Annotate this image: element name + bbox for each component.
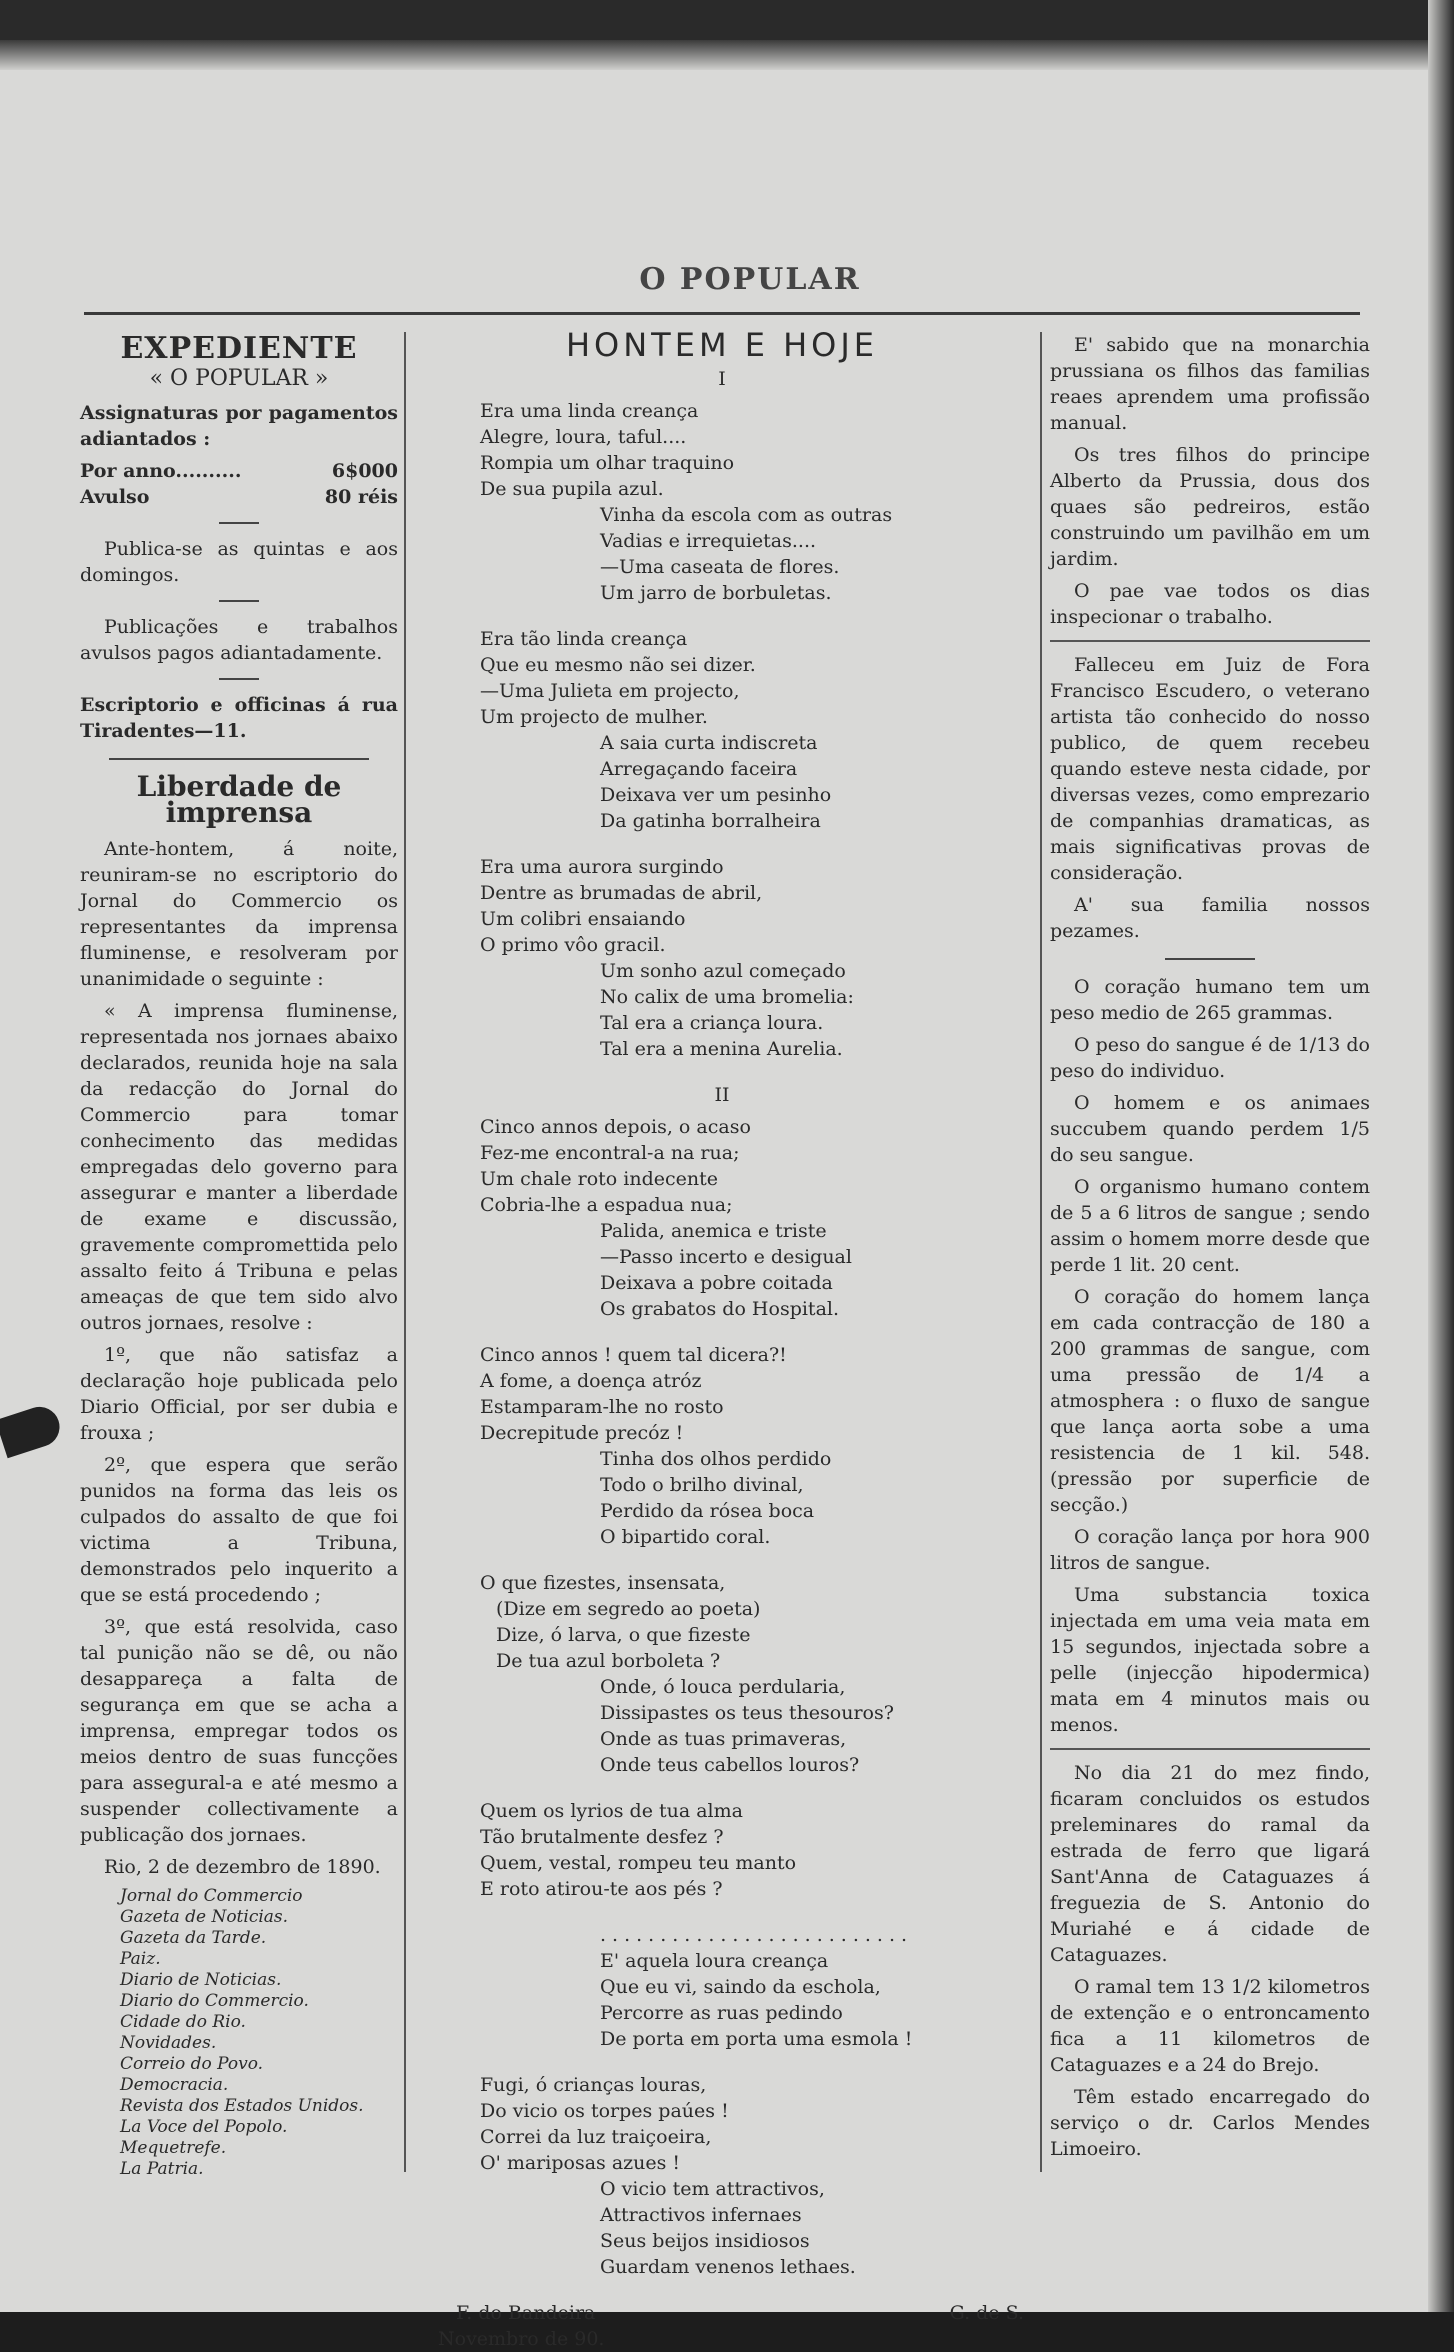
poem-line: Um projecto de mulher. <box>480 706 708 728</box>
note-paragraph: O peso do sangue é de 1/13 do peso do individuo. <box>1050 1034 1370 1082</box>
poem-line: Arregaçando faceira <box>600 758 798 780</box>
poem-part-2 <box>420 1114 1024 2280</box>
poem-line: Vinha da escola com as outras <box>600 504 893 526</box>
poem-line: E' aquela loura creança <box>600 1950 829 1972</box>
poem-line: Estamparam-lhe no rosto <box>480 1396 724 1418</box>
poem-line: De sua pupila azul. <box>480 478 664 500</box>
poem-stanza <box>420 626 1024 834</box>
signatory: Revista dos Estados Unidos. <box>120 2096 364 2116</box>
expediente-heading: EXPEDIENTE <box>120 331 358 366</box>
signatory: Mequetrefe. <box>120 2138 227 2158</box>
poem-line: Um sonho azul começado <box>600 960 846 982</box>
signatory: Diario de Noticias. <box>120 1970 282 1990</box>
column-expediente <box>80 332 398 2180</box>
divider <box>1165 958 1255 960</box>
poem-line: Era uma linda creança <box>480 400 699 422</box>
poem-line: De tua azul borboleta ? <box>496 1650 721 1672</box>
por-anno-value: 6$000 <box>331 460 398 482</box>
poem-line: Cobria-lhe a espadua nua; <box>480 1194 733 1216</box>
avulso-value: 80 réis <box>324 486 398 508</box>
poem-line: Dissipastes os teus thesouros? <box>600 1702 894 1724</box>
poem-line: Dentre as brumadas de abril, <box>480 882 763 904</box>
signatory: Gazeta da Tarde. <box>120 1928 267 1948</box>
poem-line: Um chale roto indecente <box>480 1168 718 1190</box>
poem-date: Novembro de 90. <box>438 2328 605 2350</box>
poem-line: Que eu vi, saindo da eschola, <box>600 1976 881 1998</box>
poem-line: Tão brutalmente desfez ? <box>480 1826 724 1848</box>
article-paragraph: Ante-hontem, á noite, reuniram-se no escriptorio do Jornal do Commercio os representantes da imprensa fluminense, e resolveram por unanimidade o seguinte : <box>80 838 398 990</box>
note-paragraph: O ramal tem 13 1/2 kilometros de extenção e o entroncamento fica a 11 kilometros de Cataguazes e a 24 do Brejo. <box>1050 1976 1370 2076</box>
masthead: O POPULAR <box>639 262 861 297</box>
poem-line: Decrepitude precóz ! <box>480 1422 684 1444</box>
poem-stanza <box>420 1570 1024 1778</box>
poem-line: Seus beijos insidiosos <box>600 2230 810 2252</box>
por-anno-label: Por anno.......... <box>80 460 242 482</box>
poem-line: Do vicio os torpes paúes ! <box>480 2100 729 2122</box>
signatory-list <box>80 1886 398 2180</box>
note-paragraph: O coração do homem lança em cada contracção de 180 a 200 grammas de sangue, com uma pressão de 1/4 a atmosphera : o fluxo de sangue que lança aorta sobe a uma resistencia de 1 kil. 548. (pressão por superficie de secção.) <box>1050 1286 1370 1516</box>
poem-line: E roto atirou-te aos pés ? <box>480 1878 723 1900</box>
poem-line: Dize, ó larva, o que fizeste <box>496 1624 751 1646</box>
article-paragraph: 1º, que não satisfaz a declaração hoje publicada pelo Diario Official, por ser dubia e frouxa ; <box>80 1344 398 1444</box>
avulso-label: Avulso <box>80 486 150 508</box>
column-poem <box>420 326 1024 2352</box>
expediente-subtitle: « O POPULAR » <box>149 366 329 391</box>
article-paragraph: « A imprensa fluminense, representada nos jornaes abaixo declarados, reunida hoje na sala da redacção do Jornal do Commercio para tomar conhecimento das medidas empregadas delo governo para assegurar e manter a liberdade de exame e discussão, gravemente compromettida pelo assalto feito á Tribuna e pelas ameaças de que tem sido alvo outros jornaes, resolve : <box>80 1000 398 1334</box>
poem-line: Quem os lyrios de tua alma <box>480 1800 743 1822</box>
poem-line: —Uma caseata de flores. <box>600 556 840 578</box>
poem-part-number: I <box>718 368 726 390</box>
publica-note: Publica-se as quintas e aos domingos. <box>80 538 398 586</box>
poem-line: Fugi, ó crianças louras, <box>480 2074 707 2096</box>
poem-line: Tinha dos olhos perdido <box>600 1448 832 1470</box>
poem-line: Era uma aurora surgindo <box>480 856 724 878</box>
signatory: Gazeta de Noticias. <box>120 1907 289 1927</box>
poem-line: Attractivos infernaes <box>600 2204 802 2226</box>
poem-line: —Passo incerto e desigual <box>600 1246 852 1268</box>
poem-line: Correi da luz traiçoeira, <box>480 2126 712 2148</box>
poem-line: De porta em porta uma esmola ! <box>600 2028 913 2050</box>
poem-title: HONTEM E HOJE <box>565 326 879 364</box>
signatory: La Voce del Popolo. <box>120 2117 288 2137</box>
poem-part-number: II <box>714 1084 730 1106</box>
poem-part-1 <box>420 398 1024 1062</box>
poem-line: Um colibri ensaiando <box>480 908 686 930</box>
poem-line: Cinco annos depois, o acaso <box>480 1116 751 1138</box>
article-paragraph: 2º, que espera que serão punidos na forma das leis os culpados do assalto de que foi victima a Tribuna, demonstrados pelo inquerito a que se está procedendo ; <box>80 1454 398 1606</box>
poem-line: Alegre, loura, taful.... <box>480 426 687 448</box>
poem-line: Da gatinha borralheira <box>600 810 821 832</box>
ornament-rule <box>109 758 369 760</box>
poem-line: Quem, vestal, rompeu teu manto <box>480 1852 797 1874</box>
note-paragraph: Falleceu em Juiz de Fora Francisco Escudero, o veterano artista tão conhecido do nosso publico, de quem recebeu quando esteve nesta cidade, por diversas vezes, como emprezario de companhias dramaticas, as mais significativas provas de consideração. <box>1050 654 1370 884</box>
price-row-avulso <box>80 484 398 510</box>
note-paragraph: Têm estado encarregado do serviço o dr. Carlos Mendes Limoeiro. <box>1050 2086 1370 2160</box>
poem-line: Um jarro de borbuletas. <box>600 582 832 604</box>
poem-line: Rompia um olhar traquino <box>480 452 735 474</box>
poem-line: O vicio tem attractivos, <box>600 2178 825 2200</box>
poem-stanza <box>420 1948 1024 2052</box>
poem-line: Percorre as ruas pedindo <box>600 2002 843 2024</box>
poem-line: Todo o brilho divinal, <box>600 1474 804 1496</box>
column-notes <box>1050 332 1370 2168</box>
poem-line: A fome, a doença atróz <box>480 1370 702 1392</box>
signatory: Novidades. <box>120 2033 217 2053</box>
poem-line: —Uma Julieta em projecto, <box>480 680 740 702</box>
poem-line: Era tão linda creança <box>480 628 688 650</box>
poem-line: Onde as tuas primaveras, <box>600 1728 847 1750</box>
signatory: Democracia. <box>120 2075 229 2095</box>
article-title: Liberdade de imprensa <box>136 770 342 829</box>
pen-tip <box>0 1402 65 1459</box>
note-paragraph: Os tres filhos do principe Alberto da Prussia, dous dos quaes são pedreiros, estão construindo um pavilhão em um jardim. <box>1050 444 1370 570</box>
poem-line: A saia curta indiscreta <box>600 732 818 754</box>
poem-line: O que fizestes, insensata, <box>480 1572 726 1594</box>
poem-stanza <box>420 398 1024 606</box>
poem-line: Que eu mesmo não sei dizer. <box>480 654 756 676</box>
note-paragraph: O coração humano tem um peso medio de 265 grammas. <box>1050 976 1370 1024</box>
note-paragraph: O coração lança por hora 900 litros de sangue. <box>1050 1526 1370 1574</box>
poem-line: No calix de uma bromelia: <box>600 986 854 1008</box>
poem-line: Deixava ver um pesinho <box>600 784 832 806</box>
note-paragraph: Uma substancia toxica injectada em uma veia mata em 15 segundos, injectada sobre a pelle (injecção hipodermica) mata em 4 minutos mais ou menos. <box>1050 1584 1370 1736</box>
article-paragraph: 3º, que está resolvida, caso tal punição não se dê, ou não desappareça a falta de segurança em que se acha a imprensa, empregar todos os meios dentro de suas funcções para assegural-a e até mesmo a suspender collectivamente a publicação dos jornaes. <box>80 1616 398 1846</box>
poem-stanza <box>420 854 1024 1062</box>
note-paragraph: E' sabido que na monarchia prussiana os filhos das familias reaes aprendem uma profissão manual. <box>1050 334 1370 434</box>
poem-line: Onde, ó louca perdularia, <box>600 1676 846 1698</box>
column-rule-1 <box>404 332 406 2172</box>
header-rule <box>84 312 1360 315</box>
poem-stanza <box>420 1114 1024 1322</box>
note-paragraph: A' sua familia nossos pezames. <box>1050 894 1370 942</box>
poem-dotted-separator: .......................... <box>600 1924 914 1946</box>
poem-line: Tal era a criança loura. <box>600 1012 824 1034</box>
poem-line: Tal era a menina Aurelia. <box>600 1038 843 1060</box>
signatory: Cidade do Rio. <box>120 2012 246 2032</box>
poem-line: Onde teus cabellos louros? <box>600 1754 860 1776</box>
divider <box>219 522 259 524</box>
signatory: Correio do Povo. <box>120 2054 264 2074</box>
poem-line: Perdido da rósea boca <box>600 1500 815 1522</box>
divider <box>219 678 259 680</box>
dateline: Rio, 2 de dezembro de 1890. <box>104 1856 381 1878</box>
poem-line: O' mariposas azues ! <box>480 2152 681 2174</box>
poem-line: Guardam venenos lethaes. <box>600 2256 856 2278</box>
publicacoes-note: Publicações e trabalhos avulsos pagos adiantadamente. <box>80 616 398 664</box>
poem-footer <box>420 2300 1024 2352</box>
poem-place: F. do Bandeira <box>456 2302 596 2324</box>
poem-line: O primo vôo gracil. <box>480 934 666 956</box>
signatory: Paiz. <box>120 1949 161 1969</box>
price-row-anno <box>80 458 398 484</box>
escriptorio-note: Escriptorio e officinas á rua Tiradentes—11. <box>80 694 398 742</box>
note-paragraph: O homem e os animaes succubem quando perdem 1/5 do seu sangue. <box>1050 1092 1370 1166</box>
divider <box>1050 640 1370 642</box>
poem-place-date <box>420 2300 604 2352</box>
note-paragraph: O pae vae todos os dias inspecionar o trabalho. <box>1050 580 1370 628</box>
divider <box>219 600 259 602</box>
scan-top-shadow <box>0 40 1454 70</box>
divider <box>1050 1748 1370 1750</box>
note-paragraph: O organismo humano contem de 5 a 6 litros de sangue ; sendo assim o homem morre desde que perde 1 lit. 20 cent. <box>1050 1176 1370 1276</box>
assignaturas-line: Assignaturas por pagamentos adiantados : <box>80 402 398 450</box>
poem-line: Vadias e irrequietas.... <box>600 530 817 552</box>
poem-line: Palida, anemica e triste <box>600 1220 827 1242</box>
column-rule-2 <box>1040 332 1042 2172</box>
poem-line: O bipartido coral. <box>600 1526 771 1548</box>
signatory: La Patria. <box>120 2159 204 2179</box>
poem-stanza <box>420 1798 1024 1902</box>
poem-line: Fez-me encontral-a na rua; <box>480 1142 740 1164</box>
scan-right-edge <box>1428 0 1454 2312</box>
poem-stanza <box>420 1342 1024 1550</box>
signatory: Diario do Commercio. <box>120 1991 309 2011</box>
poem-signature: G. de S. <box>949 2302 1024 2324</box>
poem-line: (Dize em segredo ao poeta) <box>496 1598 761 1620</box>
poem-stanza <box>420 2072 1024 2280</box>
note-paragraph: No dia 21 do mez findo, ficaram concluidos os estudos preleminares do ramal da estrada de ferro que ligará Sant'Anna de Cataguazes á freguezia de S. Antonio do Muriahé e á cidade de Cataguazes. <box>1050 1762 1370 1966</box>
signatory: Jornal do Commercio <box>120 1886 303 1906</box>
poem-line: Deixava a pobre coitada <box>600 1272 833 1294</box>
poem-line: Os grabatos do Hospital. <box>600 1298 840 1320</box>
poem-line: Cinco annos ! quem tal dicera?! <box>480 1344 787 1366</box>
